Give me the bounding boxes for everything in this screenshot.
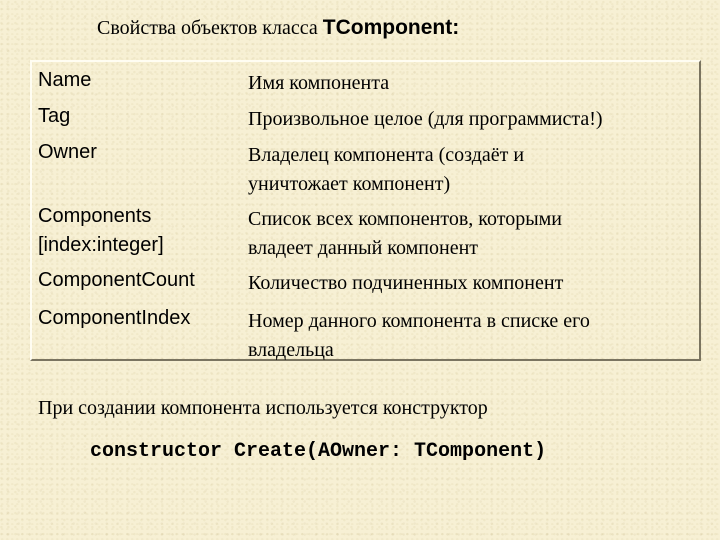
constructor-note: При создании компонента используется конструктор [38,397,488,419]
property-name: Name [38,69,92,91]
slide-title [97,16,459,40]
constructor-code: constructor Create(AOwner: TComponent) [90,440,547,463]
title-text: Свойства объектов класса [97,17,323,39]
property-description: Список всех компонентов, которыми владеет данный компонент [248,208,562,259]
property-description: Произвольное целое (для программиста!) [248,108,603,130]
property-name: Owner [38,141,97,163]
property-name: Components [index:integer] [38,205,164,256]
property-description: Номер данного компонента в списке его владельца [248,310,590,361]
properties-table [30,60,701,361]
property-description: Имя компонента [248,72,390,94]
title-suffix: : [452,16,460,39]
property-description: Количество подчиненных компонент [248,272,564,294]
property-name: ComponentCount [38,269,195,291]
property-description: Владелец компонента (создаёт и уничтожает компонент) [248,144,525,195]
property-name: ComponentIndex [38,307,191,329]
title-class-name: TComponent [322,16,453,39]
property-name: Tag [38,105,71,127]
